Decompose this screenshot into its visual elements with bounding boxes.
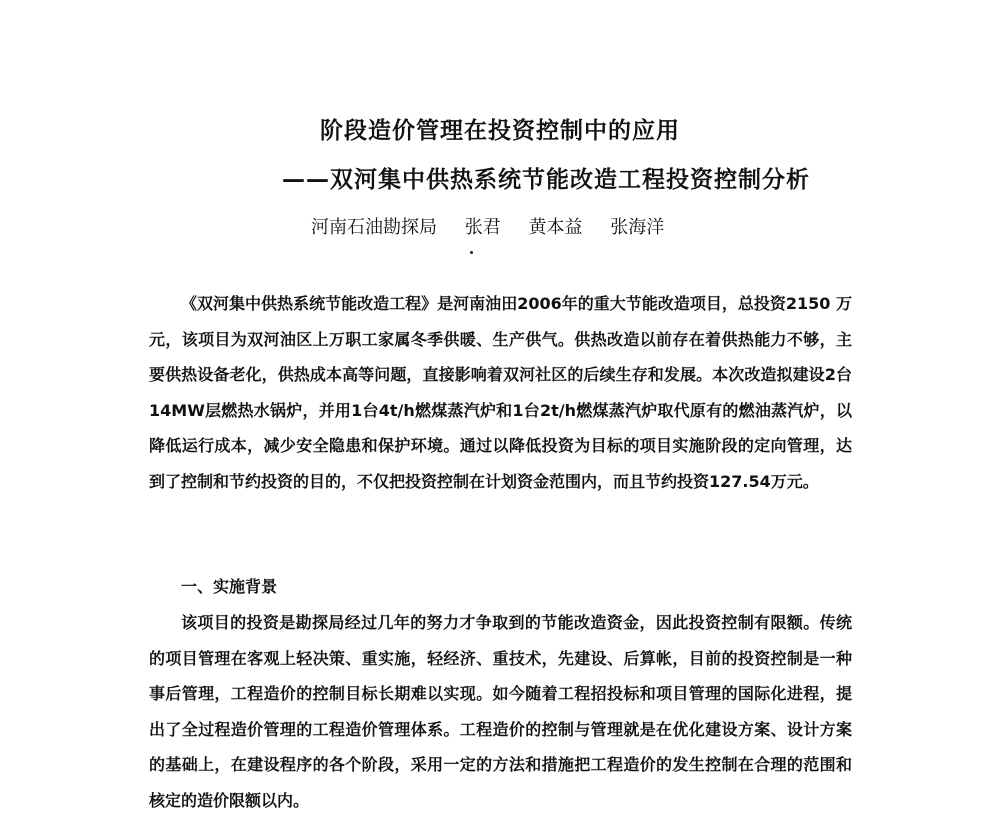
section-heading: 一、实施背景 bbox=[181, 577, 278, 596]
author-name: 黄本益 bbox=[528, 217, 583, 238]
page-subtitle: ——双河集中供热系统节能改造工程投资控制分析 bbox=[282, 167, 810, 193]
section-paragraph: 该项目的投资是勘探局经过几年的努力才争取到的节能改造资金，因此投资控制有限额。传统的项目管理在客观上轻决策、重实施，轻经济、重技术，先建设、后算帐，目前的投资控制是一种事后管理，工程造价的控制目标长期难以实现。如今随着工程招投标和项目管理的国际化进程，提出了全过程造价管理的工程造价管理体系。工程造价的控制与管理就是在优化建设方案、设计方案的基础上，在建设程序的各个阶段，采用一定的方法和措施把工程造价的发生控制在合理的范围和核定的造价限额以内。 bbox=[149, 613, 852, 810]
author-line bbox=[311, 213, 686, 239]
intro-paragraph: 《双河集中供热系统节能改造工程》是河南油田2006年的重大节能改造项目，总投资2150 万元，该项目为双河油区上万职工家属冬季供暖、生产供气。供热改造以前存在着供热能力不够，主要供热设备老化，供热成本高等问题，直接影响着双河社区的后续生存和发展。本次改造拟建设2台14MW层燃热水锅炉，并用1台4t/h燃煤蒸汽炉和1台2t/h燃煤蒸汽炉取代原有的燃油蒸汽炉，以降低运行成本，减少安全隐患和保护环境。通过以降低投资为目标的项目实施阶段的定向管理，达到了控制和节约投资的目的，不仅把投资控制在计划资金范围内，而且节约投资127.54万元。 bbox=[149, 294, 852, 491]
author-name: 张君 bbox=[464, 217, 501, 238]
author-name: 张海洋 bbox=[610, 217, 665, 238]
page-title: 阶段造价管理在投资控制中的应用 bbox=[320, 118, 680, 144]
stray-dot bbox=[470, 251, 473, 254]
author-organization: 河南石油勘探局 bbox=[311, 217, 437, 238]
